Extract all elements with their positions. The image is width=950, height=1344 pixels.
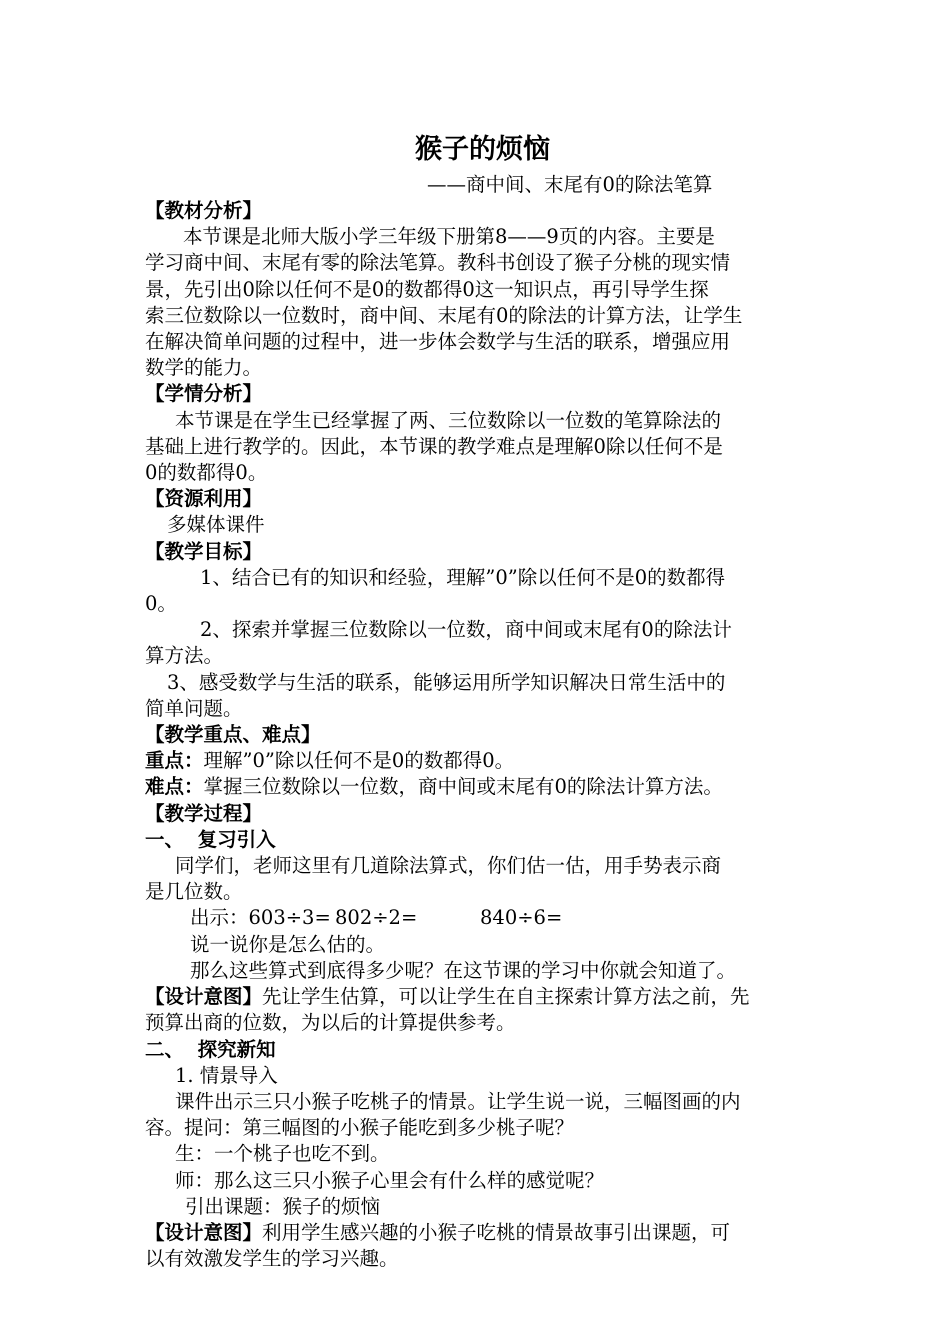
paragraph-line: 本节课是北师大版小学三年级下册第8——9页的内容。主要是 [183,225,715,249]
part2-title: 二、 探究新知 [145,1037,276,1061]
heading-goals: 【教学目标】 [145,539,263,563]
difficulty-text: 掌握三位数除以一位数，商中间或末尾有0的除法计算方法。 [203,775,723,799]
heading-resources: 【资源利用】 [145,487,263,511]
paragraph-line: 多媒体课件 [167,513,265,537]
paragraph-line: 同学们，老师这里有几道除法算式，你们估一估，用手势表示商 [175,854,722,878]
dialogue-teacher: 师：那么这三只小猴子心里会有什么样的感觉呢？ [175,1168,605,1192]
paragraph-line: 那么这些算式到底得多少呢？在这节课的学习中你就会知道了。 [190,958,737,982]
intent-label: 【设计意图】 [145,1220,263,1244]
intent-line: 预算出商的位数，为以后的计算提供参考。 [145,1011,516,1035]
heading-process: 【教学过程】 [145,801,263,825]
goal-line: 算方法。 [145,644,224,668]
sub-heading: 1. 情景导入 [175,1063,278,1087]
paragraph-line: 说一说你是怎么估的。 [190,932,386,956]
paragraph-line: 课件出示三只小猴子吃桃子的情景。让学生说一说，三幅图画的内 [175,1089,741,1113]
intent-label: 【设计意图】 [145,985,263,1009]
paragraph-line: 基础上进行教学的。因此，本节课的教学难点是理解0除以任何不是 [145,434,723,458]
paragraph-line: 数学的能力。 [145,356,263,380]
focus-label: 重点： [145,749,204,773]
heading-keypoints: 【教学重点、难点】 [145,723,321,747]
document-subtitle: ——商中间、末尾有0的除法笔算 [427,173,713,196]
document-page [145,128,810,1272]
calc-item-2: 802÷2= [335,906,418,930]
focus-text: 理解”0”除以任何不是0的数都得0。 [203,749,515,773]
intent-text: 先让学生估算，可以让学生在自主探索计算方法之前，先 [262,985,750,1009]
part1-title: 一、 复习引入 [145,827,276,851]
calc-item-3: 840÷6= [480,906,563,930]
paragraph-line: 0的数都得0。 [145,461,268,485]
calc-item-1: 出示：603÷3= [190,906,331,930]
paragraph-line: 是几位数。 [145,880,243,904]
paragraph-line: 景，先引出0除以任何不是0的数都得0这一知识点，再引导学生探 [145,277,709,301]
focus-line [145,748,810,774]
paragraph-line: 本节课是在学生已经掌握了两、三位数除以一位数的笔算除法的 [175,408,722,432]
paragraph-line: 索三位数除以一位数时，商中间、末尾有0的除法的计算方法，让学生 [145,303,743,327]
difficulty-label: 难点： [145,775,204,799]
goal-line: 简单问题。 [145,696,243,720]
intent-text: 利用学生感兴趣的小猴子吃桃的情景故事引出课题，可 [262,1220,731,1244]
paragraph-line: 学习商中间、末尾有零的除法笔算。教科书创设了猴子分桃的现实情 [145,251,731,275]
goal-line: 3、感受数学与生活的联系，能够运用所学知识解决日常生活中的 [167,670,726,694]
goal-line: 2、探索并掌握三位数除以一位数，商中间或末尾有0的除法计 [200,618,732,642]
calc-line [145,905,810,931]
goal-line: 0。 [145,592,177,616]
paragraph-line: 容。提问：第三幅图的小猴子能吃到多少桃子呢？ [145,1116,575,1140]
goal-line: 1、结合已有的知识和经验，理解”0”除以任何不是0的数都得 [200,565,726,589]
paragraph-line: 在解决简单问题的过程中，进一步体会数学与生活的联系，增强应用 [145,330,731,354]
topic-line: 引出课题：猴子的烦恼 [185,1194,381,1218]
intent-line: 以有效激发学生的学习兴趣。 [145,1247,399,1271]
heading-materials: 【教材分析】 [145,199,263,222]
intent-line [145,1220,810,1246]
heading-students: 【学情分析】 [145,382,263,406]
dialogue-student: 生：一个桃子也吃不到。 [175,1142,390,1166]
difficulty-line [145,774,810,800]
document-title: 猴子的烦恼 [415,134,550,165]
intent-line [145,984,810,1010]
